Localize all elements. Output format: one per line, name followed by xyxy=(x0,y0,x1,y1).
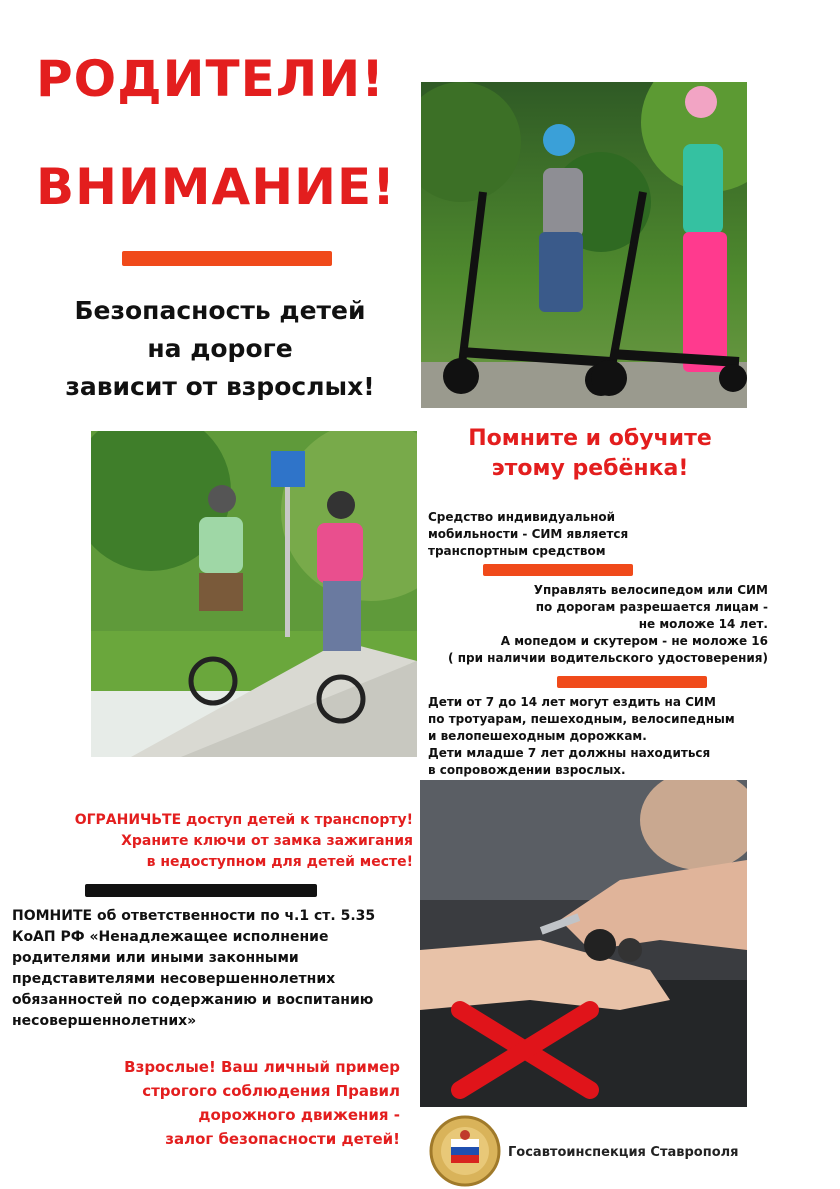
responsibility-line: КоАП РФ «Ненадлежащее исполнение xyxy=(12,929,329,945)
children-line: и велопешеходным дорожкам. xyxy=(428,729,647,743)
responsibility-line: родителями или иными законными xyxy=(12,950,299,966)
responsibility-line: представителями несовершеннолетних xyxy=(12,971,336,987)
car-keys-photo xyxy=(420,780,747,1107)
sim-line: Средство индивидуальной xyxy=(428,510,616,524)
age-line: А мопедом и скутером - не моложе 16 xyxy=(500,634,768,648)
children-line: по тротуарам, пешеходным, велосипедным xyxy=(428,712,735,726)
restrict-line-2: Храните ключи от замка зажигания xyxy=(121,833,413,849)
example-line: залог безопасности детей! xyxy=(165,1130,400,1148)
sim-definition xyxy=(428,509,748,560)
intro-line-2: на дороге xyxy=(147,334,293,363)
age-line: Управлять велосипедом или СИМ xyxy=(533,583,768,597)
age-line: по дорогам разрешается лицам - xyxy=(535,600,768,614)
example-line: дорожного движения - xyxy=(198,1106,400,1124)
sim-line: мобильности - СИМ является xyxy=(428,527,629,541)
responsibility-line: несовершеннолетних» xyxy=(12,1013,197,1029)
divider-orange-3 xyxy=(557,676,707,688)
remember-word: ПОМНИТЕ xyxy=(12,908,93,924)
remember-line-1: Помните и обучите xyxy=(468,426,712,451)
remember-heading xyxy=(425,424,755,484)
children-line: Дети младше 7 лет должны находиться xyxy=(428,746,711,760)
age-line: ( при наличии водительского удостоверения) xyxy=(448,651,768,665)
divider-black xyxy=(85,884,317,897)
intro-line-1: Безопасность детей xyxy=(74,296,366,325)
headline-attention: ВНИМАНИЕ! xyxy=(36,158,396,216)
scooter-kids-photo xyxy=(421,82,747,408)
sim-line: транспортным средством xyxy=(428,544,606,558)
intro-line-3: зависит от взрослых! xyxy=(65,372,375,401)
example-line: Взрослые! Ваш личный пример xyxy=(124,1058,400,1076)
intro-text xyxy=(20,292,420,406)
restrict-rest: доступ детей к транспорту! xyxy=(181,812,413,828)
responsibility-line-1 xyxy=(12,906,422,927)
children-line: Дети от 7 до 14 лет могут ездить на СИМ xyxy=(428,695,716,709)
gibdd-emblem-icon xyxy=(427,1113,503,1189)
responsibility-line: обязанностей по содержанию и воспитанию xyxy=(12,992,374,1008)
divider-orange-1 xyxy=(122,251,332,266)
restrict-word: ОГРАНИЧЬТЕ xyxy=(74,812,182,828)
example-line: строгого соблюдения Правил xyxy=(142,1082,400,1100)
restrict-line-1 xyxy=(10,810,413,831)
headline-parents: РОДИТЕЛИ! xyxy=(36,50,385,108)
remember-line-2: этому ребёнка! xyxy=(491,456,689,481)
responsibility-line: об ответственности по ч.1 ст. 5.35 xyxy=(92,908,376,924)
divider-orange-2 xyxy=(483,564,633,576)
restrict-line-3: в недоступном для детей месте! xyxy=(146,854,413,870)
children-rules xyxy=(428,694,758,779)
age-rules xyxy=(420,582,768,667)
footer-org: Госавтоинспекция Ставрополя xyxy=(508,1145,739,1160)
cyclists-photo xyxy=(91,431,417,757)
restrict-block xyxy=(10,810,413,873)
age-line: не моложе 14 лет. xyxy=(638,617,768,631)
responsibility-block xyxy=(12,906,422,1032)
example-block xyxy=(60,1055,400,1151)
children-line: в сопровождении взрослых. xyxy=(428,763,626,777)
